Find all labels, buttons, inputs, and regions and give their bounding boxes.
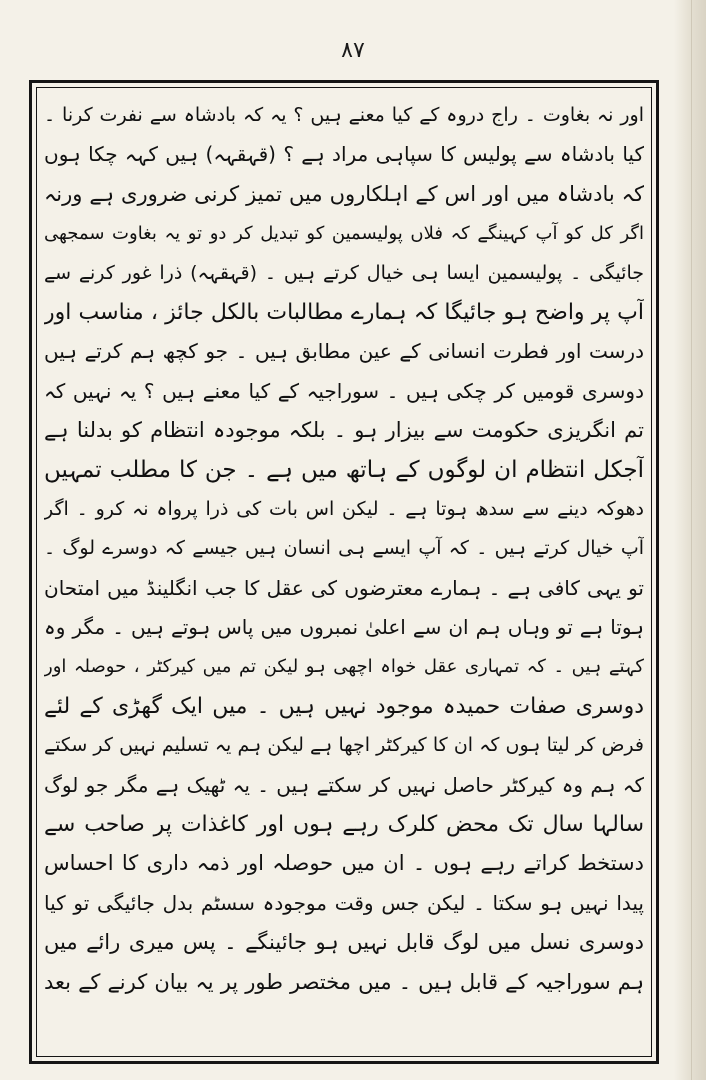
text-line: دوسری نسل میں لوگ قابل نہیں ہو جائینگے ۔ پس میری رائے میں xyxy=(44,930,644,955)
text-line: دستخط کراتے رہے ہوں ۔ ان میں حوصلہ اور ذمہ داری کا احساس xyxy=(44,851,644,876)
text-line: پیدا نہیں ہو سکتا ۔ لیکن جس وقت موجودہ سسٹم بدل جائیگی تو کیا xyxy=(44,890,644,915)
page-binding-line xyxy=(691,0,692,1080)
text-line: ہوتا ہے تو وہاں ہم ان سے اعلیٰ نمبروں میں پاس ہوتے ہیں ۔ مگر وہ xyxy=(44,615,644,640)
text-line: تو یہی کافی ہے ۔ ہمارے معترضوں کی عقل کا جب انگلینڈ میں امتحان xyxy=(44,575,644,600)
page-number: ۸۷ xyxy=(341,38,365,63)
text-line: آجکل انتظام ان لوگوں کے ہاتھ میں ہے ۔ جن کا مطلب تمہیں xyxy=(44,456,644,483)
text-line: تم انگریزی حکومت سے بیزار ہو ۔ بلکہ موجودہ انتظام کو بدلنا ہے xyxy=(44,418,644,443)
text-line: کہتے ہیں ۔ کہ تمہاری عقل خواہ اچھی ہو لیکن تم میں کیرکٹر ، حوصلہ اور xyxy=(44,656,644,678)
text-line: آپ خیال کرتے ہیں ۔ کہ آپ ایسے ہی انسان ہیں جیسے کہ دوسرے لوگ ۔ xyxy=(44,537,644,560)
text-line: جائیگی ۔ پولیسمین ایسا ہی خیال کرتے ہیں ۔ (قہقہہ) ذرا غور کرنے سے xyxy=(44,261,644,284)
body-text xyxy=(44,96,644,1046)
text-line: کہ ہم وہ کیرکٹر حاصل نہیں کر سکتے ہیں ۔ یہ ٹھیک ہے مگر جو لوگ xyxy=(44,772,644,797)
text-line: فرض کر لیتا ہوں کہ ان کا کیرکٹر اچھا ہے لیکن ہم یہ تسلیم نہیں کر سکتے xyxy=(44,734,644,757)
text-line: اگر کل کو آپ کہینگے کہ فلاں پولیسمین کو تبدیل کر دو تو یہ بغاوت سمجھی xyxy=(44,223,644,245)
text-line: کہ بادشاہ میں اور اس کے اہلکاروں میں تمیز کرنی ضروری ہے ورنہ xyxy=(44,181,644,206)
text-line: کیا بادشاہ سے پولیس کا سپاہی مراد ہے ؟ (قہقہہ) ہیں کہہ چکا ہوں xyxy=(44,142,644,167)
text-line: ہم سوراجیہ کے قابل ہیں ۔ میں مختصر طور پر یہ بیان کرنے کے بعد xyxy=(44,969,644,994)
text-line: دوسری صفات حمیدہ موجود نہیں ہیں ۔ میں ایک گھڑی کے لئے xyxy=(44,693,644,719)
text-line: اور نہ بغاوت ۔ راج دروہ کے کیا معنے ہیں ؟ یہ کہ بادشاہ سے نفرت کرنا ۔ xyxy=(44,104,644,126)
page-binding-shadow xyxy=(674,0,706,1080)
text-line: درست اور فطرت انسانی کے عین مطابق ہیں ۔ جو کچھ ہم کرتے ہیں xyxy=(44,339,644,364)
text-line: دھوکہ دینے سے سدھ ہوتا ہے ۔ لیکن اس بات کی ذرا پرواہ نہ کرو ۔ اگر xyxy=(44,497,644,520)
text-line: سالہا سال تک محض کلرک رہے ہوں اور کاغذات پر صاحب سے xyxy=(44,812,644,838)
text-line: آپ پر واضح ہو جائیگا کہ ہمارے مطالبات بالکل جائز ، مناسب اور xyxy=(44,299,644,325)
text-line: دوسری قومیں کر چکی ہیں ۔ سوراجیہ کے کیا معنے ہیں ؟ یہ نہیں کہ xyxy=(44,378,644,403)
